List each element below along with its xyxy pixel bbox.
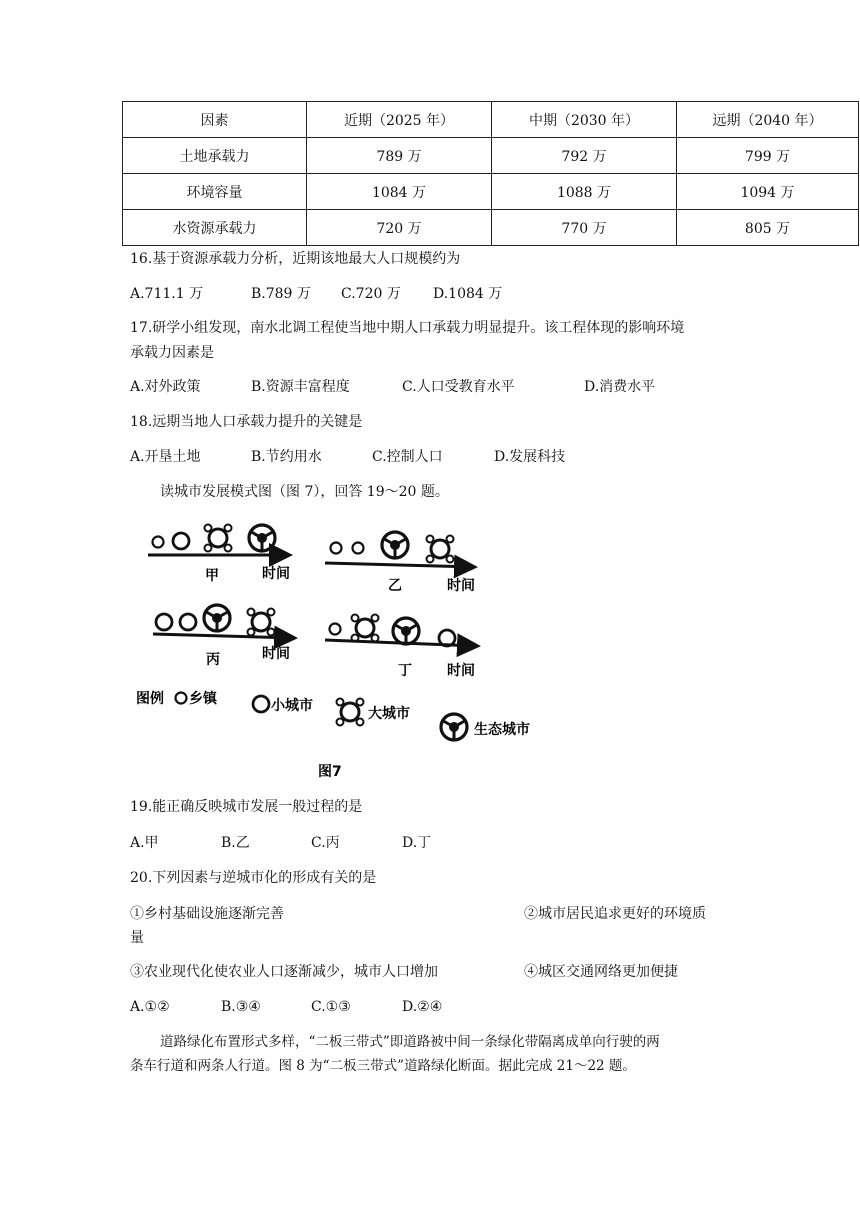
q18-option-c: C.控制人口 [372, 449, 443, 465]
table-cell: 水资源承载力 [123, 210, 307, 246]
q20-item-3: ③农业现代化使农业人口逐渐减少，城市人口增加 [130, 964, 438, 980]
q17-option-a: A.对外政策 [130, 379, 201, 395]
table-cell: 1084 万 [307, 174, 492, 210]
legend-title: 图例 [136, 691, 164, 707]
panel-label-jia: 甲 [205, 568, 219, 584]
table-cell: 720 万 [307, 210, 492, 246]
q20-option-c: C.①③ [311, 999, 351, 1015]
intro-21-22-line1: 道路绿化布置形式多样，“二板三带式”即道路被中间一条绿化带隔离成单向行驶的两 [160, 1034, 660, 1050]
q18-option-b: B.节约用水 [251, 449, 322, 465]
panel-jia [148, 525, 290, 585]
table-row [123, 174, 859, 210]
table-header-cell: 因素 [123, 102, 307, 138]
q19-option-b: B.乙 [221, 835, 250, 851]
question-18-stem: 18.远期当地人口承载力提升的关键是 [130, 414, 363, 430]
panel-label-bing: 丙 [206, 652, 220, 668]
q16-option-a: A.711.1 万 [130, 286, 204, 302]
q20-option-a: A.①② [130, 999, 170, 1015]
q16-option-d: D.1084 万 [433, 286, 503, 302]
intro-19-20: 读城市发展模式图（图 7），回答 19～20 题。 [160, 484, 449, 500]
q19-option-d: D.丁 [402, 835, 432, 851]
table-header-row [123, 102, 859, 138]
table-header-cell: 中期（2030 年） [492, 102, 677, 138]
time-axis-label: 时间 [262, 646, 290, 662]
q20-item-1: ①乡村基础设施逐渐完善 [130, 906, 284, 922]
time-axis-label: 时间 [447, 578, 475, 594]
table-header-cell: 近期（2025 年） [307, 102, 492, 138]
table-cell: 805 万 [677, 210, 859, 246]
q18-option-d: D.发展科技 [494, 449, 566, 465]
intro-21-22-line2: 条车行道和两条人行道。图 8 为“二板三带式”道路绿化断面。据此完成 21～22 题。 [130, 1058, 636, 1074]
table-cell: 1088 万 [492, 174, 677, 210]
table-cell: 环境容量 [123, 174, 307, 210]
q19-option-c: C.丙 [311, 835, 340, 851]
table-cell: 792 万 [492, 138, 677, 174]
question-17-stem: 17.研学小组发现，南水北调工程使当地中期人口承载力明显提升。该工程体现的影响环境 [130, 320, 685, 336]
q19-option-a: A.甲 [130, 835, 159, 851]
time-axis-label: 时间 [262, 566, 290, 582]
table-row [123, 138, 859, 174]
figure-caption: 图7 [318, 764, 342, 780]
q20-item-4: ④城区交通网络更加便捷 [524, 964, 678, 980]
table-cell: 土地承载力 [123, 138, 307, 174]
q20-item-2: ②城市居民追求更好的环境质 [524, 906, 706, 922]
table-cell: 770 万 [492, 210, 677, 246]
panel-ding [325, 615, 478, 680]
q17-option-d: D.消费水平 [584, 379, 656, 395]
q20-option-b: B.③④ [221, 999, 261, 1015]
question-16-stem: 16.基于资源承载力分析，近期该地最大人口规模约为 [130, 251, 461, 267]
panel-label-yi: 乙 [388, 578, 402, 594]
q16-option-b: B.789 万 [251, 286, 311, 302]
table-cell: 1094 万 [677, 174, 859, 210]
table-header-cell: 远期（2040 年） [677, 102, 859, 138]
figure-legend [136, 690, 530, 740]
figure-7-city-development [0, 505, 860, 790]
legend-big-city-label: 大城市 [368, 706, 410, 722]
panel-label-ding: 丁 [398, 663, 412, 679]
legend-small-city-label: 小城市 [271, 698, 313, 714]
panel-bing [153, 605, 295, 668]
legend-eco-city-label: 生态城市 [474, 722, 530, 738]
legend-town-label: 乡镇 [189, 691, 217, 707]
q18-option-a: A.开垦土地 [130, 449, 201, 465]
q16-option-c: C.720 万 [341, 286, 401, 302]
factor-table [122, 101, 859, 246]
table-row [123, 210, 859, 246]
table-cell: 789 万 [307, 138, 492, 174]
q17-option-b: B.资源丰富程度 [251, 379, 350, 395]
question-19-stem: 19.能正确反映城市发展一般过程的是 [130, 799, 363, 815]
question-17-stem-cont: 承载力因素是 [130, 345, 214, 361]
time-axis-label: 时间 [447, 663, 475, 679]
q17-option-c: C.人口受教育水平 [402, 379, 515, 395]
question-20-stem: 20.下列因素与逆城市化的形成有关的是 [130, 870, 377, 886]
panel-yi [325, 532, 475, 594]
table-cell: 799 万 [677, 138, 859, 174]
q20-item-2-cont: 量 [130, 930, 144, 946]
q20-option-d: D.②④ [402, 999, 443, 1015]
